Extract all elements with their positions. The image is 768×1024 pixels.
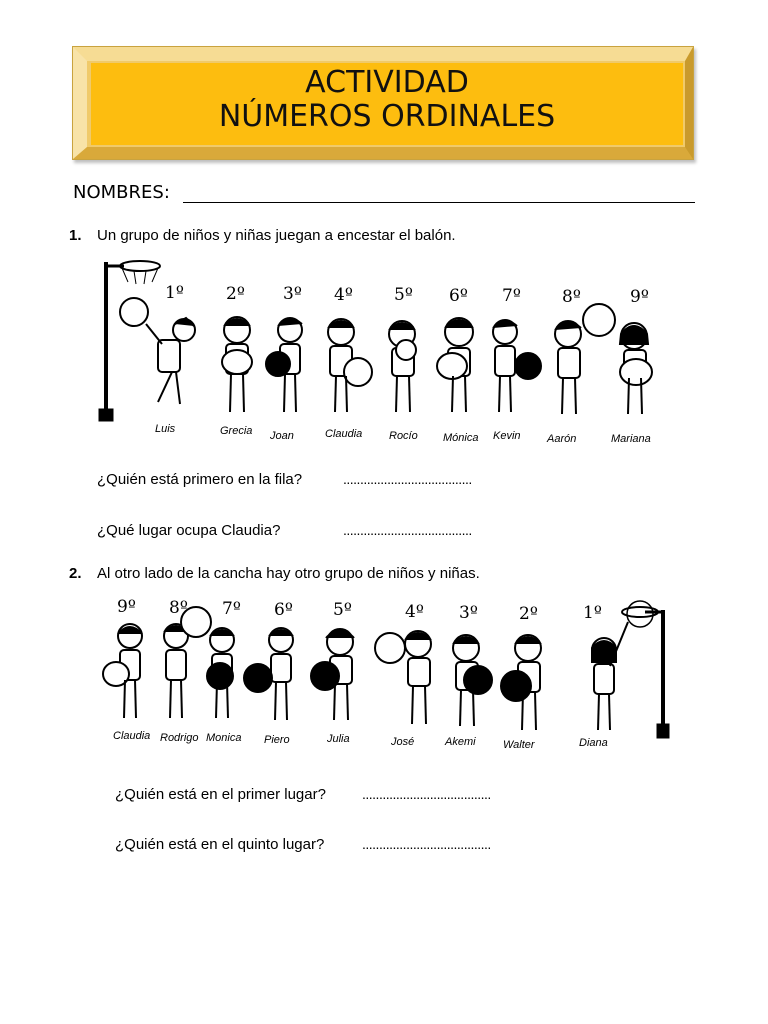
answer-blank-2a[interactable]: ......................................	[362, 786, 491, 802]
kid-figure-7	[493, 320, 541, 412]
kid-name-label: Julia	[327, 733, 350, 745]
kid-figure-5	[389, 321, 416, 412]
kid-figure-6	[437, 318, 473, 412]
kid-name-label: Luis	[155, 423, 176, 435]
kid-figure-9	[620, 323, 652, 414]
ordinal-label: 7º	[222, 599, 241, 619]
kid-name-label: José	[391, 736, 415, 748]
kid-figure-1	[120, 298, 195, 404]
kid-figure-9	[592, 622, 628, 730]
kid-figure-2	[164, 607, 211, 718]
question-1-text: Un grupo de niños y niñas juegan a encestar el balón.	[97, 227, 456, 244]
kid-figure-1	[103, 624, 142, 718]
title-line-1: ACTIVIDAD	[305, 65, 469, 100]
question-2b-text: ¿Quién está en el quinto lugar?	[115, 836, 325, 853]
ordinal-label: 3º	[459, 603, 478, 623]
kid-name-label: Piero	[264, 734, 290, 746]
kid-name-label: Monica	[206, 732, 242, 744]
kid-name-label: Mariana	[611, 433, 651, 445]
title-banner	[72, 46, 694, 160]
kid-figure-7	[453, 635, 492, 726]
kid-figure-4	[244, 628, 293, 720]
names-field[interactable]	[73, 182, 695, 206]
kid-name-label: Rodrigo	[160, 732, 199, 744]
ordinal-label: 9º	[630, 287, 649, 307]
question-2-text: Al otro lado de la cancha hay otro grupo de niños y niñas.	[97, 565, 480, 582]
kid-name-label: Akemi	[445, 736, 476, 748]
illustration-2	[0, 592, 768, 762]
ordinal-label: 8º	[169, 598, 188, 618]
kid-figure-6	[375, 631, 431, 724]
basketball-hoop-icon	[622, 601, 669, 738]
kid-name-label: Joan	[270, 430, 294, 442]
names-underline[interactable]	[183, 202, 695, 203]
question-2a-text: ¿Quién está en el primer lugar?	[115, 786, 326, 803]
ordinal-label: 5º	[394, 285, 413, 305]
answer-blank-1a[interactable]: ......................................	[343, 471, 472, 487]
ordinal-label: 2º	[519, 604, 538, 624]
kid-name-label: Kevin	[493, 430, 521, 442]
kid-name-label: Claudia	[113, 730, 151, 742]
ordinal-label: 9º	[117, 597, 136, 617]
ordinal-label: 6º	[449, 286, 468, 306]
ordinal-label: 6º	[274, 600, 293, 620]
ordinal-label: 7º	[502, 286, 521, 306]
kid-name-label: Mónica	[443, 432, 479, 444]
kid-figure-4	[328, 319, 372, 412]
ordinal-label: 3º	[283, 284, 302, 304]
ordinal-label: 1º	[583, 603, 602, 623]
ordinal-label: 4º	[334, 285, 353, 305]
kid-figure-3	[266, 318, 302, 412]
ordinal-label: 8º	[562, 287, 581, 307]
kid-figure-8	[555, 304, 615, 414]
question-1a-text: ¿Quién está primero en la fila?	[97, 471, 303, 488]
question-1-number: 1.	[69, 227, 82, 244]
kid-name-label: Walter	[503, 739, 535, 751]
answer-blank-2b[interactable]: ......................................	[362, 836, 491, 852]
ordinal-label: 4º	[405, 602, 424, 622]
question-2-number: 2.	[69, 565, 82, 582]
question-1b-text: ¿Qué lugar ocupa Claudia?	[97, 522, 281, 539]
kid-figure-2	[222, 317, 252, 412]
title-banner-inner	[91, 63, 683, 145]
kid-name-label: Rocío	[389, 430, 418, 442]
ordinal-label: 2º	[226, 284, 245, 304]
names-label: NOMBRES:	[73, 182, 170, 203]
kid-name-label: Claudia	[325, 428, 363, 440]
basketball-hoop-icon	[99, 261, 160, 421]
answer-blank-1b[interactable]: ......................................	[343, 522, 472, 538]
ordinal-label: 5º	[333, 600, 352, 620]
kid-name-label: Aarón	[547, 433, 577, 445]
kid-figure-3	[207, 628, 234, 718]
kid-name-label: Grecia	[220, 425, 253, 437]
ordinal-label: 1º	[165, 283, 184, 303]
title-line-2: NÚMEROS ORDINALES	[218, 99, 556, 134]
kid-figure-8	[501, 635, 541, 730]
kid-name-label: Diana	[579, 737, 608, 749]
illustration-1	[0, 252, 768, 452]
kid-figure-5	[311, 629, 354, 720]
